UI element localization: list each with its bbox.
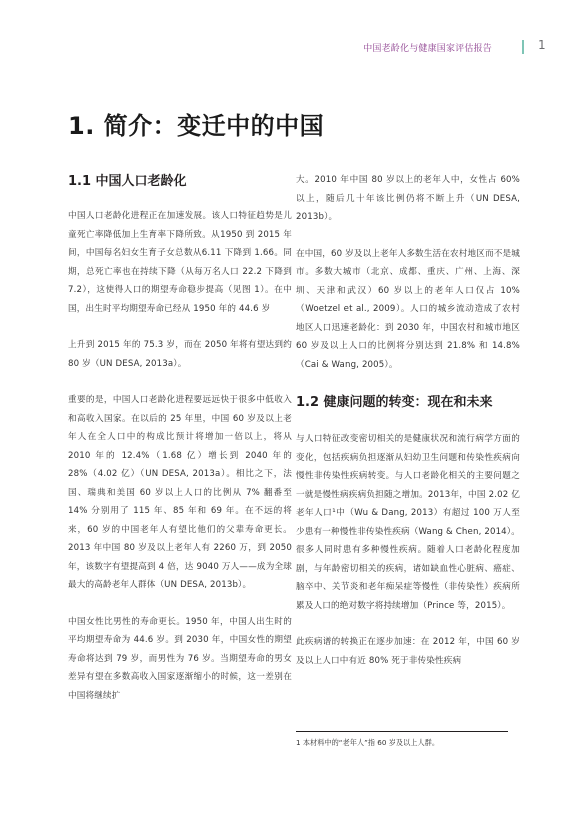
body-paragraph: 大。2010 年中国 80 岁以上的老年人中，女性占 60% 以上，随后几十年该比例仍将不断上升（UN DESA, 2013b）。 [296,175,520,222]
body-paragraph: 与人口特征改变密切相关的是健康状况和流行病学方面的变化，包括疾病负担逐渐从妇幼卫生问题和传染性疾病向慢性非传染性疾病转变。与人口老龄化相关的主要问题之一就是慢性病疾病负担随之增加。2013年，中国 2.02 亿老年人口¹中（Wu & Dang, 2013）有超过 100 万人至少患有一种慢性非传染性疾病（Wang & Chen, 2014）。很多人同时患有多种慢性疾病。随着人口老龄化程度加剧，与年龄密切相关的疾病，诸如缺血性心脏病、癌症、脑卒中、关节炎和老年痴呆症等慢性（非传染性）疾病所累及人口的绝对数字将持续增加（Prince 等，2015）。 [296,434,520,611]
section-heading-1-1: 1.1 中国人口老龄化 [68,174,187,189]
running-header: 中国老龄化与健康国家评估报告 [363,44,492,54]
right-column [296,171,520,688]
left-column [68,171,292,723]
body-paragraph: 中国人口老龄化进程正在加速发展。该人口特征趋势是儿童死亡率降低加上生育率下降所致。从1950 到 2015 年间，中国每名妇女生育子女总数从6.11 下降到 1.66。同期，总死亡率也在持续下降（从每万名人口 22.2 下降到 7.2），这使得人口的期望寿命稳步提高（见图 1）。在中国，出生时平均期望寿命已经从 1950 年的 44.6 岁 [68,211,292,314]
footnote-divider [296,731,508,732]
page-number: 1 [538,38,546,52]
footnote: 1 本材料中的“老年人”指 60 岁及以上人群。 [296,738,440,747]
body-paragraph: 上升到 2015 年的 75.3 岁，而在 2050 年将有望达到约 80 岁（UN DESA, 2013a）。 [68,340,292,369]
section-heading-1-2: 1.2 健康问题的转变：现在和未来 [296,395,493,410]
body-paragraph: 在中国，60 岁及以上老年人多数生活在农村地区而不是城市。多数大城市（北京、成都、重庆、广州、上海、深圳、天津和武汉）60 岁以上的老年人口仅占 10%（Woetzel et al., 2009）。人口的城乡流动造成了农村地区人口迅速老龄化：到 2030 年，中国农村和城市地区 60 岁及以上人口的比例将分别达到 21.8% 和 14.8%（Cai & Wang, 2005）。 [296,248,520,370]
body-paragraph: 中国女性比男性的寿命更长。1950 年，中国人出生时的平均期望寿命为 44.6 岁。到 2030 年，中国女性的期望寿命将达到 79 岁，而男性为 76 岁。当期望寿命的男女差异有望在多数高收入国家逐渐缩小的时候，这一差别在中国将继续扩 [68,616,292,701]
chapter-title: 1. 简介：变迁中的中国 [68,112,325,140]
body-paragraph: 此疾病谱的转换正在逐步加速：在 2012 年，中国 60 岁及以上人口中有近 80% 死于非传染性疾病 [296,637,520,666]
body-paragraph: 重要的是，中国人口老龄化进程要远远快于很多中低收入和高收入国家。在以后的 25 年里，中国 60 岁及以上老年人在全人口中的构成比预计将增加一倍以上，将从 2010 年的 12.4%（1.68 亿）增长到 2040 年的 28%（4.02 亿）（UN DESA, 2013a）。相比之下，法国、瑞典和美国 60 岁以上人口的比例从 7% 翻番至 14% 分别用了 115 年、85 年和 69 年。在不远的将来，60 岁的中国老年人有望比他们的父辈寿命更长。2013 年中国 80 岁及以上老年人有 2260 万，到 2050 年，该数字有望提高到 4 倍，达 9040 万人——成为全球最大的高龄老年人群体（UN DESA, 2013b）。 [68,395,292,590]
header-rule [522,40,524,54]
